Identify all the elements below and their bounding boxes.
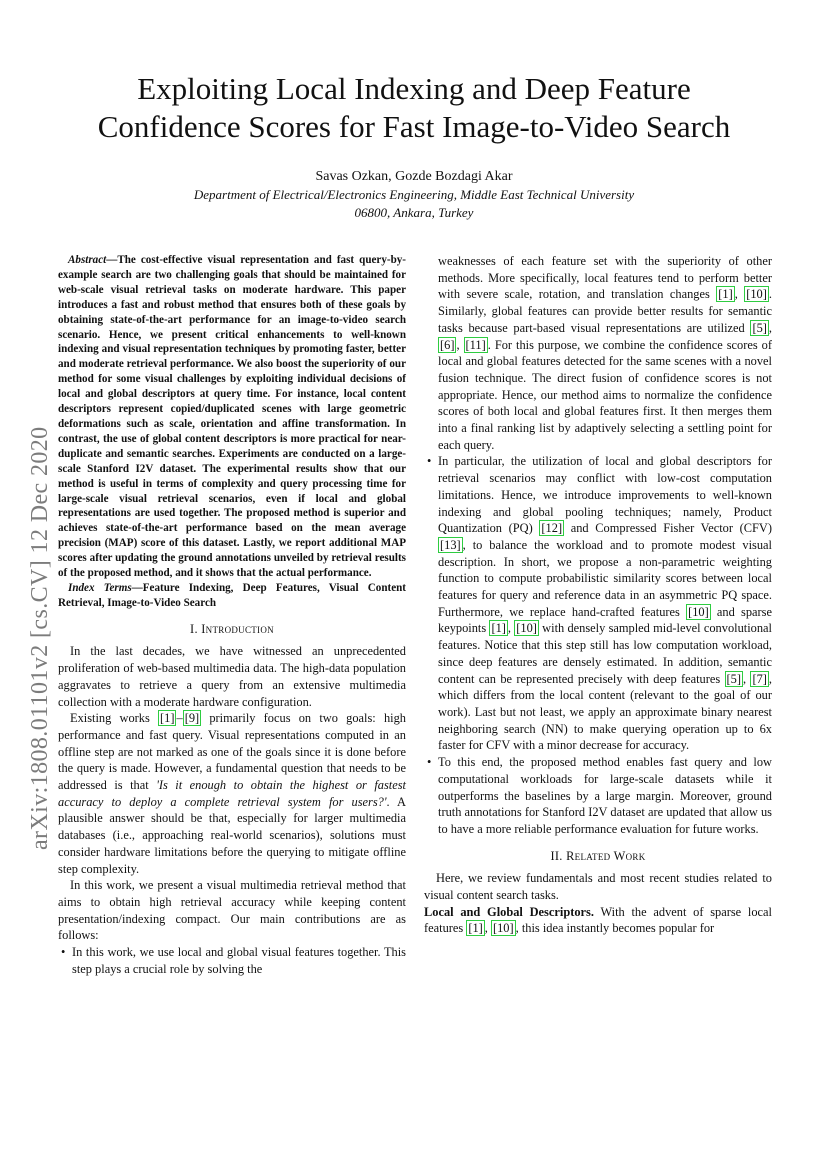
b2-sep: , (743, 671, 751, 686)
b1-sep: , (734, 287, 745, 302)
b1-sep: , (456, 337, 464, 352)
abstract-label: Abstract (68, 254, 107, 266)
citation-link[interactable]: [7] (752, 671, 767, 686)
title-line-2: Confidence Scores for Fast Image-to-Video Search (97, 109, 731, 144)
abstract: Abstract—The cost-effective visual representation and fast query-by-example search are two challenging goals that should be maintained for web-scale visual retrieval tasks on moderate hardware. This paper introduces a fast and robust method that ensures both of these goals by obtaining state-of-the-art performance for an image-to-video search scenario. Hence, we present critical enhancements to well-known indexing and visual representation techniques by promoting faster, better and moderate retrieval performance. We also boost the superiority of our method for some visual challenges by exploiting individual decisions of local and global descriptors at query time. For instance, local content descriptors represent copied/duplicated scenes with large geometric deformations such as scale, orientation and affine transformation. In contrast, the use of global content descriptors is more practical for near-duplicate and semantic searches. Experiments are conducted on a large-scale Stanford I2V dataset. The experimental results show that our method is useful in terms of complexity and query processing time for large-scale visual retrieval scenarios, even if local and global representations are used together. The proposed method is superior and achieves state-of-the-art performance based on the mean average precision (MAP) score of this dataset. Lastly, we report additional MAP scores after updating the ground annotations unveiled by retrieval results of the proposed method, and it shows that the actual performance. (58, 254, 406, 580)
runin-heading: Local and Global Descriptors. (424, 904, 594, 919)
b1-sep: , (768, 320, 772, 335)
citation-link[interactable]: [10] (746, 287, 767, 302)
citation-link[interactable]: [5] (726, 671, 741, 686)
paper-title (60, 70, 768, 146)
intro-p2-dash: – (176, 711, 183, 726)
citation-link[interactable]: [6] (440, 337, 455, 352)
arxiv-identifier-stamp: arXiv:1808.01101v2 [cs.CV] 12 Dec 2020 (27, 426, 53, 850)
affiliation (60, 186, 768, 222)
b2-text-b: and Compressed Fisher Vector (CFV) (564, 521, 772, 536)
b2-text-f: , which differs from the local content (relevant to the goal of our work). Last but not least, we apply an approximate binary nearest neighboring search (NN) to make querying operation up to 6x faster for CFV with a minor decrease for accuracy. (438, 671, 773, 753)
affiliation-line-1: Department of Electrical/Electronics Engineering, Middle East Technical University (193, 187, 635, 202)
intro-paragraph-1: In the last decades, we have witnessed an unprecedented proliferation of web-based multimedia data. The high-data population aggravates to retrieve a query from an extensive multimedia collection with a moderate hardware configuration. (58, 644, 406, 709)
citation-link[interactable]: [1] (468, 921, 483, 936)
b1-text-a: weaknesses of each feature set with the superiority of other methods. More specifically, local features tend to perform better with severe scale, rotation, and translation changes (438, 254, 772, 302)
citation-link[interactable]: [10] (516, 621, 537, 636)
contribution-item-1-continued (424, 253, 772, 453)
intro-paragraph-2 (58, 710, 406, 877)
b2-text-a: In particular, the utilization of local and global descriptors for retrieval scenarios may conflict with low-cost computation limitations. Hence, we introduce improvements to well-known indexing and global pooling techniques; namely, Product Quantization (PQ) (438, 454, 772, 536)
b1-text-b: . Similarly, global features can provide better results for semantic tasks because part-based visual representations are utilized (438, 287, 772, 335)
b2-text-e: with densely sampled mid-level convolutional features. Notice that this step still has low computation workload, since deep features are densely estimated. In addition, semantic content can be represented precisely with deep features (438, 621, 773, 686)
b2-text-c: , to balance the workload and to promote modest visual description. In short, we propose a non-parametric weighting function to compute probabilistic similarity scores between local features for query and reference data in an asymmetric PQ space. Furthermore, we replace hand-crafted features (438, 537, 772, 619)
intro-p2-text-b: primarily focus on two goals: high performance and fast query. Visual representations computed in an offline step are not marked as one of the goals since it is done before the query is made. However, a fundamental question that needs to be addressed is that (58, 711, 406, 793)
related-paragraph-1: Here, we review fundamentals and most recent studies related to visual content search tasks. (424, 871, 772, 903)
authors: Savas Ozkan, Gozde Bozdagi Akar (315, 169, 513, 184)
contribution-item-3: • To this end, the proposed method enables fast query and low computational workloads for large-scale datasets while it outperforms the baselines by a large margin. Moreover, ground truth annotations for Stanford I2V dataset are updated that allow us to have a more reliable performance evaluation for future works. (424, 754, 772, 838)
citation-link[interactable]: [13] (440, 537, 461, 552)
related-p2-text-b: , this idea instantly becomes popular for (515, 921, 715, 936)
citation-link[interactable]: [9] (184, 711, 200, 726)
abstract-text: The cost-effective visual representation and fast query-by-example search are two challenging goals that should be maintained for web-scale visual retrieval tasks on moderate hardware. This paper introduces a fast and robust method that ensures both of these goals by obtaining state-of-the-art performance for an image-to-video search scenario. Hence, we present critical enhancements to well-known indexing and visual representation techniques by promoting faster, better and moderate retrieval performance. We also boost the superiority of our method for some visual challenges by exploiting individual decisions of local and global descriptors at query time. For instance, local content descriptors represent copied/duplicated scenes with large geometric deformations such as scale, orientation and affine transformation. In contrast, the use of global content descriptors is more practical for near-duplicate and semantic searches. Experiments are conducted on a large-scale Stanford I2V dataset. The experimental results show that our method is useful in terms of complexity and query processing time for large-scale visual retrieval scenarios, even if local and global representations are used together. The proposed method is superior and achieves state-of-the-art performance based on the mean average precision (MAP) score of this dataset. Lastly, we report additional MAP scores after updating the ground annotations unveiled by retrieval results of the proposed method, and it shows that the actual performance. (58, 254, 406, 580)
intro-paragraph-3: In this work, we present a visual multimedia retrieval method that aims to obtain high retrieval accuracy while keeping content presentation/indexing compact. Our main contributions are as follows: (58, 878, 406, 943)
intro-p2-text-a: Existing works (70, 711, 159, 726)
related-sep: , (484, 921, 491, 936)
contribution-item-2 (424, 453, 772, 754)
citation-link[interactable]: [11] (465, 337, 486, 352)
citation-link[interactable]: [1] (491, 621, 506, 636)
contribution-item-1: • In this work, we use local and global visual features together. This step plays a crucial role by solving the (58, 944, 406, 977)
intro-p2-question: 'Is it enough to obtain the highest or fastest accuracy to deploy a complete retrieval system for users?' (58, 778, 406, 809)
b1-text-c: . For this purpose, we combine the confidence scores of local and global features detected for the same scenes with a novel fusion technique. The direct fusion of confidence scores is not appropriate. Hence, our method aims to normalize the confidence scores of both local and global features first. It then merges them into a final ranking list by adaptively selecting a settling point for each query. (438, 337, 772, 452)
b2-text-d: and sparse keypoints (438, 604, 772, 636)
citation-link[interactable]: [1] (160, 711, 175, 726)
left-column (58, 253, 406, 978)
index-terms: Index Terms—Feature Indexing, Deep Features, Visual Content Retrieval, Image-to-Video Search (58, 581, 406, 609)
section-heading-related-work: II. Related Work (550, 848, 646, 863)
citation-link[interactable]: [1] (718, 287, 733, 302)
citation-link[interactable]: [5] (752, 320, 767, 335)
citation-link[interactable]: [12] (541, 521, 563, 536)
index-terms-text: Feature Indexing, Deep Features, Visual Content Retrieval, Image-to-Video Search (58, 581, 406, 609)
contributions-list-continued (424, 453, 772, 837)
b2-sep: , (507, 621, 515, 636)
section-heading-introduction: I. Introduction (190, 621, 274, 636)
intro-p2-text-c: . A plausible answer should be that, especially for larger multimedia databases (i.e., approaching real-world scenarios), solutions must consider hardware limitations before the querying to mitigate offline step complexity. (58, 794, 406, 876)
contributions-list (58, 944, 406, 977)
related-p2-text-a: With the advent of sparse local features (424, 904, 772, 936)
index-terms-label: Index Terms (68, 581, 132, 594)
citation-link[interactable]: [10] (688, 604, 709, 619)
title-line-1: Exploiting Local Indexing and Deep Feature (137, 71, 691, 106)
right-column (424, 253, 772, 937)
affiliation-line-2: 06800, Ankara, Turkey (354, 205, 474, 220)
citation-link[interactable]: [10] (492, 921, 514, 936)
related-paragraph-2 (424, 904, 772, 937)
